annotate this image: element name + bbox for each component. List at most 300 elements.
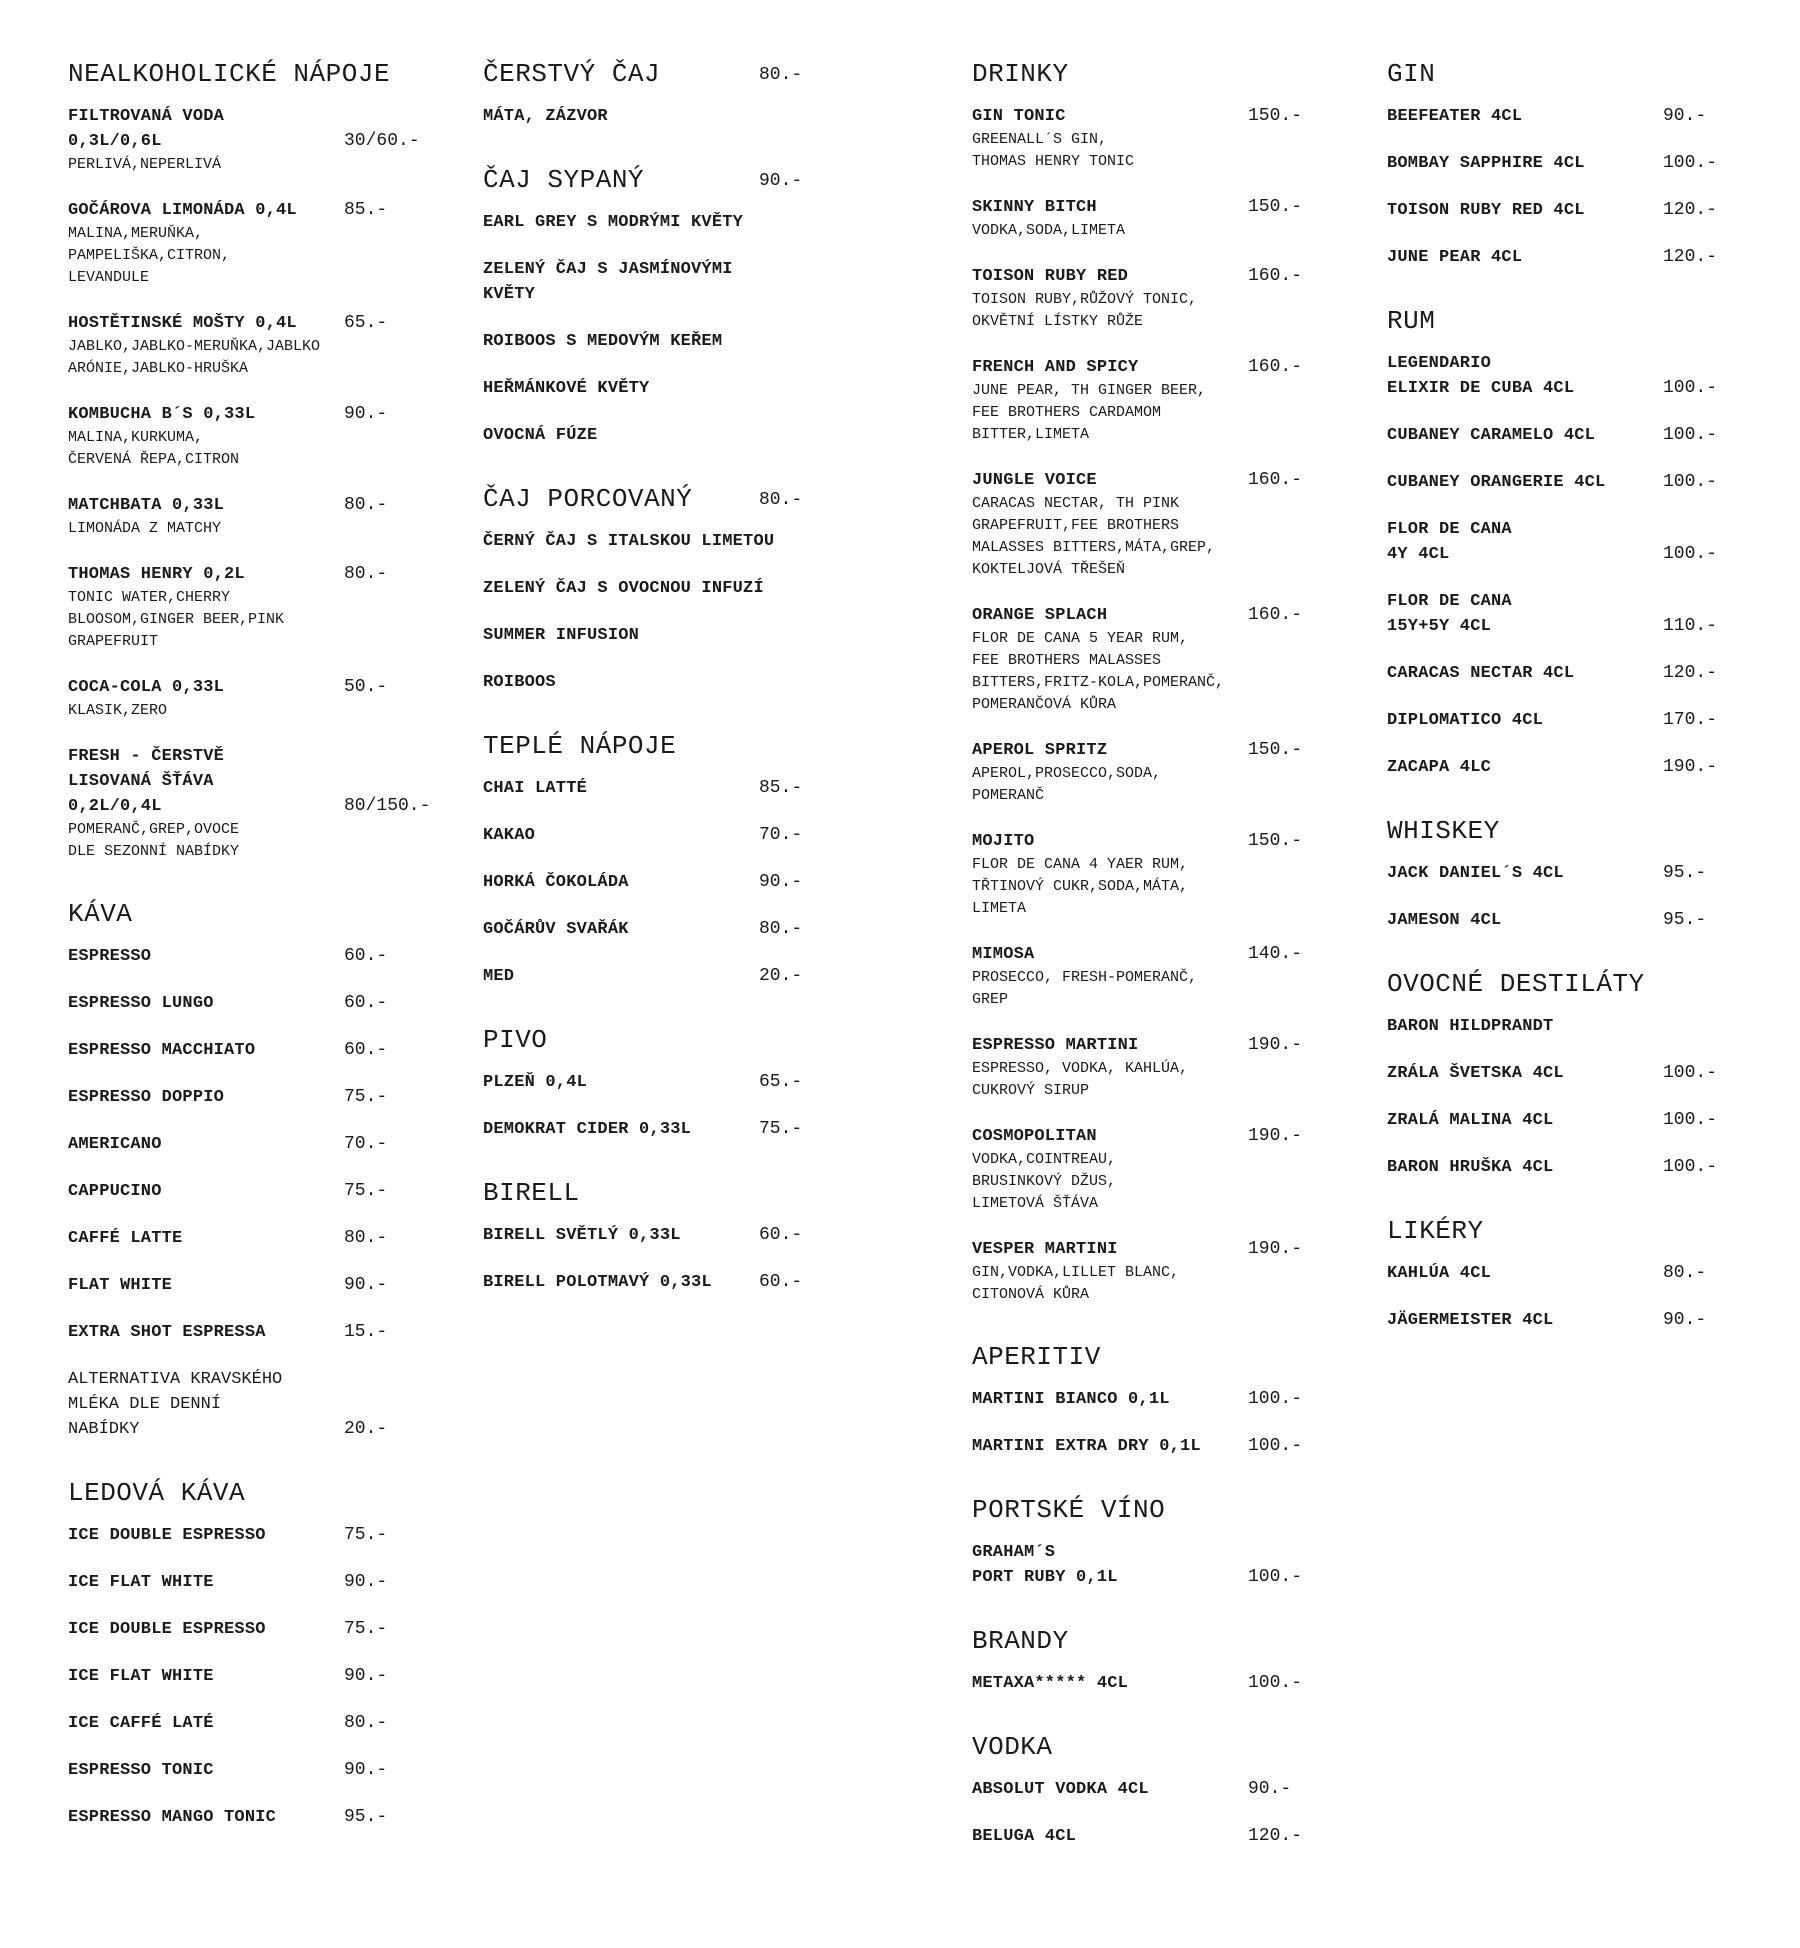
section-header [483,482,883,516]
section-title: ČAJ PORCOVANÝ [483,484,693,514]
item-description: GIN,VODKA,LILLET BLANC, CITONOVÁ KŮRA [972,1264,1180,1303]
menu-item [483,104,883,129]
section-header [1387,304,1787,338]
item-name: JAMESON 4CL [1387,911,1502,930]
menu-item [972,195,1372,242]
menu-item [68,1523,468,1548]
item-name: JÄGERMEISTER 4CL [1387,1311,1554,1330]
menu-item [972,264,1372,333]
item-name: DIPLOMATICO 4CL [1387,711,1544,730]
item-price: 90.- [1248,1779,1292,1799]
item-name: CHAI LATTÉ [483,779,588,798]
item-name: ZELENÝ ČAJ S OVOCNOU INFUZÍ [483,579,764,598]
item-name: ZACAPA 4LC [1387,758,1492,777]
menu-item [68,675,468,722]
item-name: BEEFEATER 4CL [1387,107,1523,126]
item-price: 170.- [1663,710,1718,730]
section-title: ČAJ SYPANÝ [483,165,645,195]
item-price: 70.- [344,1134,388,1154]
item-price: 30/60.- [344,131,420,151]
menu-section-kava [68,897,468,1442]
item-price: 100.- [1663,425,1718,445]
menu-item [68,1132,468,1157]
menu-item [68,198,468,289]
section-header [972,1340,1372,1374]
section-title: KÁVA [68,899,133,929]
item-price: 100.- [1248,1389,1303,1409]
menu-section-cerstvy-caj [483,57,883,129]
item-price: 90.- [1663,106,1707,126]
item-name: FLAT WHITE [68,1276,173,1295]
menu-item [972,1777,1372,1802]
item-price: 85.- [759,778,803,798]
menu-item [972,468,1372,581]
menu-item [483,870,883,895]
item-price: 80.- [344,1713,388,1733]
section-title: LEDOVÁ KÁVA [68,1478,246,1508]
menu-item [68,1805,468,1830]
section-title: LIKÉRY [1387,1216,1484,1246]
item-name: ESPRESSO MANGO TONIC [68,1808,277,1827]
item-description: PERLIVÁ,NEPERLIVÁ [68,156,222,173]
section-title: ČERSTVÝ ČAJ [483,59,661,89]
item-price: 75.- [344,1619,388,1639]
item-name: ABSOLUT VODKA 4CL [972,1780,1149,1799]
item-price: 20.- [344,1419,388,1439]
item-name: ORANGE SPLACH [972,606,1108,625]
item-name: SUMMER INFUSION [483,626,640,645]
item-price: 150.- [1248,197,1303,217]
item-name: CAFFÉ LATTE [68,1229,183,1248]
item-name: SKINNY BITCH [972,198,1097,217]
menu-section-gin [1387,57,1787,270]
item-name: FILTROVANÁ VODA 0,3L/0,6L [68,107,225,151]
item-price: 100.- [1248,1436,1303,1456]
item-name: METAXA***** 4CL [972,1674,1129,1693]
item-name: HORKÁ ČOKOLÁDA [483,873,629,892]
item-name: ICE DOUBLE ESPRESSO [68,1620,266,1639]
item-name: ICE DOUBLE ESPRESSO [68,1526,266,1545]
menu-column-4 [1387,57,1787,1367]
item-description: VODKA,SODA,LIMETA [972,222,1126,239]
item-price: 150.- [1248,831,1303,851]
item-description: KLASIK,ZERO [68,702,168,719]
menu-column-3 [972,57,1372,1883]
section-title: BIRELL [483,1178,580,1208]
item-name: FRENCH AND SPICY [972,358,1139,377]
item-description: MALINA,MERUŇKA, PAMPELIŠKA,CITRON, LEVANDULE [68,225,231,286]
section-header [1387,57,1787,91]
item-description: ESPRESSO, VODKA, KAHLÚA, CUKROVÝ SIRUP [972,1060,1189,1099]
menu-item [68,104,468,176]
item-name: MOJITO [972,832,1035,851]
section-header [68,57,468,91]
item-price: 190.- [1248,1126,1303,1146]
menu-item [483,670,883,695]
item-price: 20.- [759,966,803,986]
menu-section-birell [483,1176,883,1295]
section-header [972,1624,1372,1658]
menu-item [68,1273,468,1298]
item-price: 150.- [1248,740,1303,760]
menu-section-drinky [972,57,1372,1306]
section-header [1387,814,1787,848]
menu-section-brandy [972,1624,1372,1696]
item-price: 80.- [344,1228,388,1248]
menu-item [483,823,883,848]
item-price: 160.- [1248,266,1303,286]
menu-item [1387,755,1787,780]
item-description: VODKA,COINTREAU, BRUSINKOVÝ DŽUS, LIMETOVÁ ŠŤÁVA [972,1151,1117,1212]
menu-item [972,104,1372,173]
section-title: APERITIV [972,1342,1101,1372]
item-description: CARACAS NECTAR, TH PINK GRAPEFRUIT,FEE BROTHERS MALASSES BITTERS,MÁTA,GREP, KOKTELJOVÁ TŘEŠEŇ [972,495,1216,578]
item-description: TOISON RUBY,RŮŽOVÝ TONIC, OKVĚTNÍ LÍSTKY RŮŽE [972,291,1198,330]
menu-item [1387,1308,1787,1333]
section-price: 90.- [759,171,803,191]
section-title: GIN [1387,59,1436,89]
item-price: 80.- [759,919,803,939]
item-price: 160.- [1248,605,1303,625]
menu-section-vodka [972,1730,1372,1849]
item-name: GIN TONIC [972,107,1066,126]
section-header [1387,1214,1787,1248]
section-header [483,57,883,91]
menu-item [68,1570,468,1595]
menu-item [68,402,468,471]
section-title: TEPLÉ NÁPOJE [483,731,677,761]
section-header [483,729,883,763]
menu-item [1387,351,1787,401]
item-name: GOČÁROVA LIMONÁDA 0,4L [68,201,297,220]
menu-item [972,1387,1372,1412]
item-name: BIRELL SVĚTLÝ 0,33L [483,1226,681,1245]
item-price: 75.- [344,1181,388,1201]
item-name: KOMBUCHA B´S 0,33L [68,405,256,424]
menu-item [483,964,883,989]
item-price: 75.- [759,1119,803,1139]
item-name: BARON HRUŠKA 4CL [1387,1158,1554,1177]
item-price: 95.- [1663,863,1707,883]
menu-item [1387,1155,1787,1180]
item-name: ESPRESSO [68,947,152,966]
menu-item [483,423,883,448]
item-name: ČERNÝ ČAJ S ITALSKOU LIMETOU [483,532,775,551]
item-description: FLOR DE CANA 4 YAER RUM, TŘTINOVÝ CUKR,SODA,MÁTA, LIMETA [972,856,1189,917]
menu-item [972,1033,1372,1102]
menu-item [1387,1261,1787,1286]
menu-section-rum [1387,304,1787,780]
menu-item [483,623,883,648]
item-name: ICE CAFFÉ LATÉ [68,1714,214,1733]
item-name: VESPER MARTINI [972,1240,1118,1259]
item-price: 60.- [344,993,388,1013]
item-name: EXTRA SHOT ESPRESSA [68,1323,266,1342]
menu-section-portske-vino [972,1493,1372,1590]
item-name: LEGENDARIO ELIXIR DE CUBA 4CL [1387,354,1575,398]
section-header [483,1176,883,1210]
item-name: BIRELL POLOTMAVÝ 0,33L [483,1273,712,1292]
menu-item [68,1758,468,1783]
menu-item [972,1237,1372,1306]
item-name: MARTINI BIANCO 0,1L [972,1390,1170,1409]
item-name: CUBANEY ORANGERIE 4CL [1387,473,1606,492]
menu-item [483,917,883,942]
menu-item [1387,151,1787,176]
menu-section-nealkoholicke-napoje [68,57,468,863]
menu-item [1387,517,1787,567]
item-price: 100.- [1663,472,1718,492]
menu-item [1387,104,1787,129]
menu-item [68,1226,468,1251]
item-name: ZRÁLA ŠVETSKA 4CL [1387,1064,1564,1083]
item-price: 75.- [344,1525,388,1545]
section-header [68,1476,468,1510]
item-name: MIMOSA [972,945,1035,964]
item-price: 90.- [344,404,388,424]
item-name: KAHLÚA 4CL [1387,1264,1492,1283]
section-title: WHISKEY [1387,816,1500,846]
item-name: JUNE PEAR 4CL [1387,248,1523,267]
item-price: 60.- [344,1040,388,1060]
item-name: BARON HILDPRANDT [1387,1017,1554,1036]
menu-section-aperitiv [972,1340,1372,1459]
menu-item [1387,1108,1787,1133]
section-title: DRINKY [972,59,1069,89]
menu-item [1387,1061,1787,1086]
item-name: TOISON RUBY RED 4CL [1387,201,1585,220]
item-price: 90.- [344,1666,388,1686]
item-price: 100.- [1663,378,1718,398]
item-name: TOISON RUBY RED [972,267,1129,286]
item-name: FLOR DE CANA 15Y+5Y 4CL [1387,592,1512,636]
menu-item [1387,423,1787,448]
item-name: COCA-COLA 0,33L [68,678,225,697]
item-name: ESPRESSO MARTINI [972,1036,1139,1055]
item-description: APEROL,PROSECCO,SODA, POMERANČ [972,765,1162,804]
item-description: MALINA,KURKUMA, ČERVENÁ ŘEPA,CITRON [68,429,240,468]
menu-item [972,1671,1372,1696]
menu-item [68,562,468,653]
menu-item [1387,470,1787,495]
item-name: ICE FLAT WHITE [68,1667,214,1686]
menu-item [1387,908,1787,933]
item-price: 110.- [1663,616,1718,636]
menu-item [483,576,883,601]
item-price: 90.- [344,1275,388,1295]
menu-item [68,991,468,1016]
item-price: 70.- [759,825,803,845]
item-description: JUNE PEAR, TH GINGER BEER, FEE BROTHERS CARDAMOM BITTER,LIMETA [972,382,1207,443]
item-price: 190.- [1663,757,1718,777]
item-price: 100.- [1248,1673,1303,1693]
menu-item [1387,589,1787,639]
item-price: 100.- [1663,1110,1718,1130]
item-name: ROIBOOS [483,673,556,692]
item-name: MED [483,967,515,986]
menu-item [483,1223,883,1248]
item-price: 90.- [759,872,803,892]
item-name: CUBANEY CARAMELO 4CL [1387,426,1596,445]
menu-item [483,1070,883,1095]
item-price: 65.- [759,1072,803,1092]
item-description: FLOR DE CANA 5 YEAR RUM, FEE BROTHERS MALASSES BITTERS,FRITZ-KOLA,POMERANČ, POMERANČOVÁ KŮRA [972,630,1225,713]
item-description: TONIC WATER,CHERRY BLOOSOM,GINGER BEER,PINK GRAPEFRUIT [68,589,285,650]
item-name: DEMOKRAT CIDER 0,33L [483,1120,692,1139]
item-price: 60.- [759,1272,803,1292]
section-header [483,163,883,197]
menu-item [972,1124,1372,1215]
item-name: JUNGLE VOICE [972,471,1097,490]
item-price: 160.- [1248,470,1303,490]
menu-item [1387,861,1787,886]
menu-item [972,603,1372,716]
menu-item [972,738,1372,807]
item-name: EARL GREY S MODRÝMI KVĚTY [483,213,744,232]
item-name: MÁTA, ZÁZVOR [483,107,608,126]
item-name: BOMBAY SAPPHIRE 4CL [1387,154,1585,173]
menu-section-ledova-kava [68,1476,468,1830]
item-name: APEROL SPRITZ [972,741,1108,760]
menu-item [68,1179,468,1204]
item-price: 100.- [1663,1063,1718,1083]
item-name: ESPRESSO LUNGO [68,994,214,1013]
menu-section-likery [1387,1214,1787,1333]
menu-item [972,942,1372,1011]
menu-item [68,311,468,380]
menu-item [972,829,1372,920]
menu-item [1387,198,1787,223]
item-name: COSMOPOLITAN [972,1127,1097,1146]
menu-item [68,1085,468,1110]
section-price: 80.- [759,65,803,85]
item-price: 95.- [1663,910,1707,930]
menu-item [972,1824,1372,1849]
menu-item [483,1117,883,1142]
menu-item [483,329,883,354]
item-price: 15.- [344,1322,388,1342]
menu-item [68,1664,468,1689]
item-name: JACK DANIEL´S 4CL [1387,864,1564,883]
section-price: 80.- [759,490,803,510]
item-name: HEŘMÁNKOVÉ KVĚTY [483,379,650,398]
item-price: 80.- [344,495,388,515]
item-price: 75.- [344,1087,388,1107]
item-name: THOMAS HENRY 0,2L [68,565,245,584]
item-name: OVOCNÁ FÚZE [483,426,598,445]
menu-section-pivo [483,1023,883,1142]
menu-item [483,1270,883,1295]
item-price: 150.- [1248,106,1303,126]
item-price: 120.- [1248,1826,1303,1846]
item-name: HOSTĚTINSKÉ MOŠTY 0,4L [68,314,297,333]
menu-item [68,944,468,969]
item-price: 60.- [344,946,388,966]
item-name: GRAHAM´S PORT RUBY 0,1L [972,1543,1118,1587]
section-header [1387,967,1787,1001]
item-name: GOČÁRŮV SVAŘÁK [483,920,629,939]
item-name: MATCHBATA 0,33L [68,496,225,515]
menu-item [483,210,883,235]
item-price: 90.- [344,1760,388,1780]
item-price: 190.- [1248,1239,1303,1259]
item-name: CAPPUCINO [68,1182,162,1201]
item-price: 120.- [1663,663,1718,683]
menu-item [972,355,1372,446]
item-name: ICE FLAT WHITE [68,1573,214,1592]
item-name: BELUGA 4CL [972,1827,1077,1846]
item-name: CARACAS NECTAR 4CL [1387,664,1575,683]
item-name: FLOR DE CANA 4Y 4CL [1387,520,1512,564]
item-description: GREENALL´S GIN, THOMAS HENRY TONIC [972,131,1135,170]
section-title: VODKA [972,1732,1053,1762]
section-header [972,1493,1372,1527]
section-title: PIVO [483,1025,548,1055]
section-header [68,897,468,931]
menu-item [1387,661,1787,686]
item-name: ROIBOOS S MEDOVÝM KEŘEM [483,332,723,351]
item-name: KAKAO [483,826,536,845]
menu-column-1 [68,57,468,1864]
item-price: 80/150.- [344,796,431,816]
section-title: RUM [1387,306,1436,336]
menu-item [483,776,883,801]
menu-item [1387,1014,1787,1039]
item-name: FRESH - ČERSTVĚ LISOVANÁ ŠŤÁVA 0,2L/0,4L [68,747,225,816]
menu-item [68,1367,468,1442]
item-price: 65.- [344,313,388,333]
menu-item [68,744,468,863]
menu-item [972,1434,1372,1459]
item-price: 100.- [1663,153,1718,173]
menu-item [972,1540,1372,1590]
item-name: ZRALÁ MALINA 4CL [1387,1111,1554,1130]
item-price: 80.- [1663,1263,1707,1283]
item-price: 50.- [344,677,388,697]
item-price: 120.- [1663,200,1718,220]
menu-item [483,376,883,401]
item-price: 90.- [344,1572,388,1592]
menu-section-ovocne-destilaty [1387,967,1787,1180]
item-name: PLZEŇ 0,4L [483,1073,588,1092]
menu-item [1387,708,1787,733]
section-title: PORTSKÉ VÍNO [972,1495,1166,1525]
item-description: POMERANČ,GREP,OVOCE DLE SEZONNÍ NABÍDKY [68,821,240,860]
item-description: JABLKO,JABLKO-MERUŇKA,JABLKO ARÓNIE,JABLKO-HRUŠKA [68,338,321,377]
item-name: ESPRESSO MACCHIATO [68,1041,256,1060]
item-price: 85.- [344,200,388,220]
menu-item [68,1038,468,1063]
item-description: LIMONÁDA Z MATCHY [68,520,222,537]
menu-item [483,529,883,554]
item-note: ALTERNATIVA KRAVSKÉHO MLÉKA DLE DENNÍ NABÍDKY [68,1370,283,1439]
item-price: 90.- [1663,1310,1707,1330]
item-price: 140.- [1248,944,1303,964]
menu-item [483,257,883,307]
item-name: ESPRESSO DOPPIO [68,1088,225,1107]
item-price: 120.- [1663,247,1718,267]
item-price: 100.- [1663,1157,1718,1177]
item-name: AMERICANO [68,1135,162,1154]
menu-item [68,1711,468,1736]
menu-item [68,1617,468,1642]
item-price: 80.- [344,564,388,584]
section-title: NEALKOHOLICKÉ NÁPOJE [68,59,391,89]
item-price: 100.- [1663,544,1718,564]
section-header [483,1023,883,1057]
menu-item [68,493,468,540]
menu-section-whiskey [1387,814,1787,933]
